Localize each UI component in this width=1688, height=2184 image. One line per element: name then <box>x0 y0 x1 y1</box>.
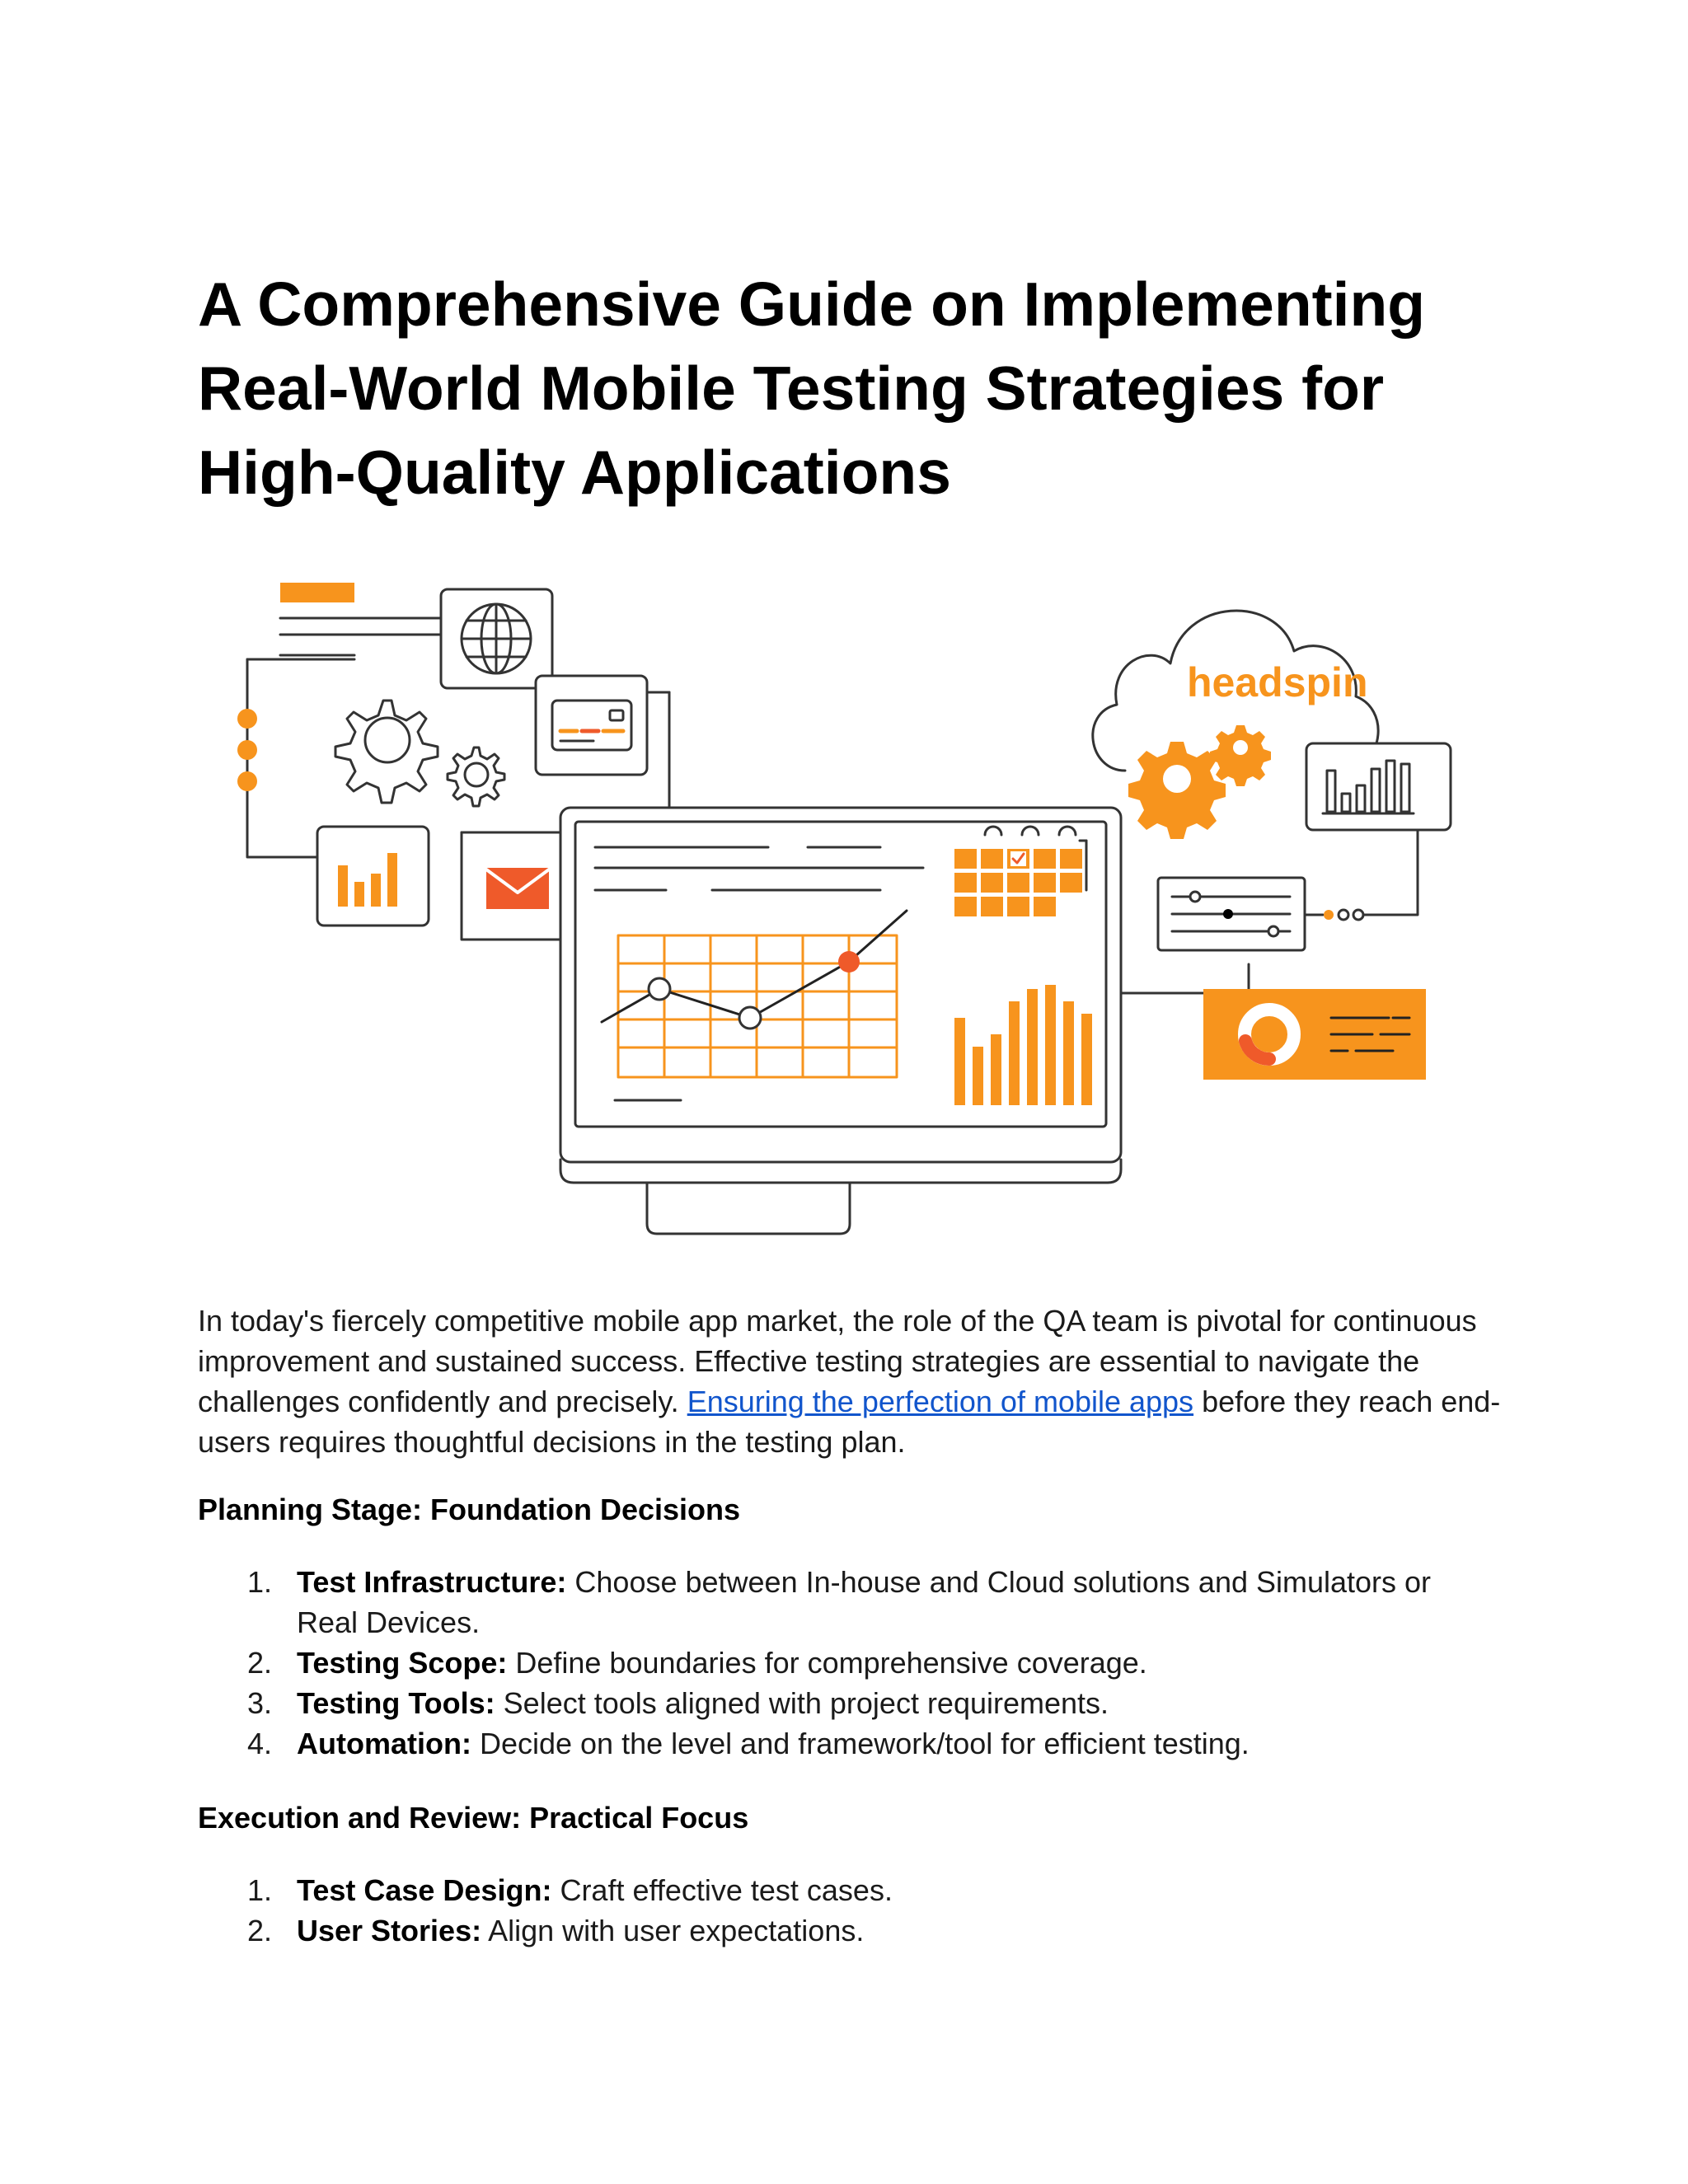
list-number: 2. <box>247 1914 273 1947</box>
page-title: A Comprehensive Guide on Implementing Real-World Mobile Testing Strategies for High-Quality Applications <box>198 269 1426 507</box>
list-item <box>247 1870 1467 1910</box>
bar-chart-icon <box>1306 743 1451 830</box>
brand-logo-text: headspin <box>1187 659 1368 705</box>
bar-chart-icon <box>317 827 429 926</box>
globe-icon <box>441 589 552 688</box>
hero-illustration <box>214 573 1467 1244</box>
list-text: Align with user expectations. <box>481 1914 865 1947</box>
execution-heading: Execution and Review: Practical Focus <box>198 1801 749 1835</box>
list-number: 1. <box>247 1873 273 1907</box>
gear-icon <box>335 701 504 806</box>
credit-card-icon <box>536 676 669 812</box>
planning-heading: Planning Stage: Foundation Decisions <box>198 1493 741 1526</box>
header-lines-decoration <box>280 583 441 655</box>
list-term: User Stories: <box>297 1914 482 1947</box>
list-item <box>247 1562 1467 1643</box>
list-number: 3. <box>247 1686 273 1720</box>
list-term: Test Case Design: <box>297 1873 552 1907</box>
mail-icon <box>462 832 560 940</box>
list-item <box>247 1910 1467 1951</box>
list-term: Testing Scope: <box>297 1646 508 1680</box>
list-text: Decide on the level and framework/tool for efficient testing. <box>471 1727 1250 1760</box>
execution-list <box>247 1870 1467 1951</box>
list-item <box>247 1683 1467 1723</box>
list-text: Choose between In-house and Cloud solutions and Simulators or Real Devices. <box>297 1565 1432 1639</box>
planning-list <box>247 1562 1467 1764</box>
donut-chart-icon <box>1203 989 1426 1080</box>
list-term: Automation: <box>297 1727 471 1760</box>
list-term: Test Infrastructure: <box>297 1565 567 1599</box>
list-text: Select tools aligned with project requirements. <box>495 1686 1109 1720</box>
list-number: 4. <box>247 1727 273 1760</box>
monitor-icon <box>560 808 1121 1234</box>
gear-icon <box>1128 725 1271 839</box>
intro-text-before: In today's fiercely competitive mobile app market, the role of the QA team is pivotal for continuous improvement and sustained success. Effective testing strategies are essential to navigate the challenges confidently and precisely. <box>198 1304 1477 1418</box>
list-text: Craft effective test cases. <box>551 1873 893 1907</box>
list-item <box>247 1643 1467 1683</box>
perfection-link[interactable]: Ensuring the perfection of mobile apps <box>687 1385 1194 1418</box>
list-number: 2. <box>247 1646 273 1680</box>
list-number: 1. <box>247 1565 273 1599</box>
list-item <box>247 1723 1467 1764</box>
sliders-icon <box>1158 830 1418 950</box>
intro-paragraph <box>198 1301 1508 1462</box>
list-text: Define boundaries for comprehensive coverage. <box>507 1646 1147 1680</box>
intro-text-after: before they reach end-users requires thoughtful decisions in the testing plan. <box>198 1385 1501 1459</box>
list-term: Testing Tools: <box>297 1686 495 1720</box>
